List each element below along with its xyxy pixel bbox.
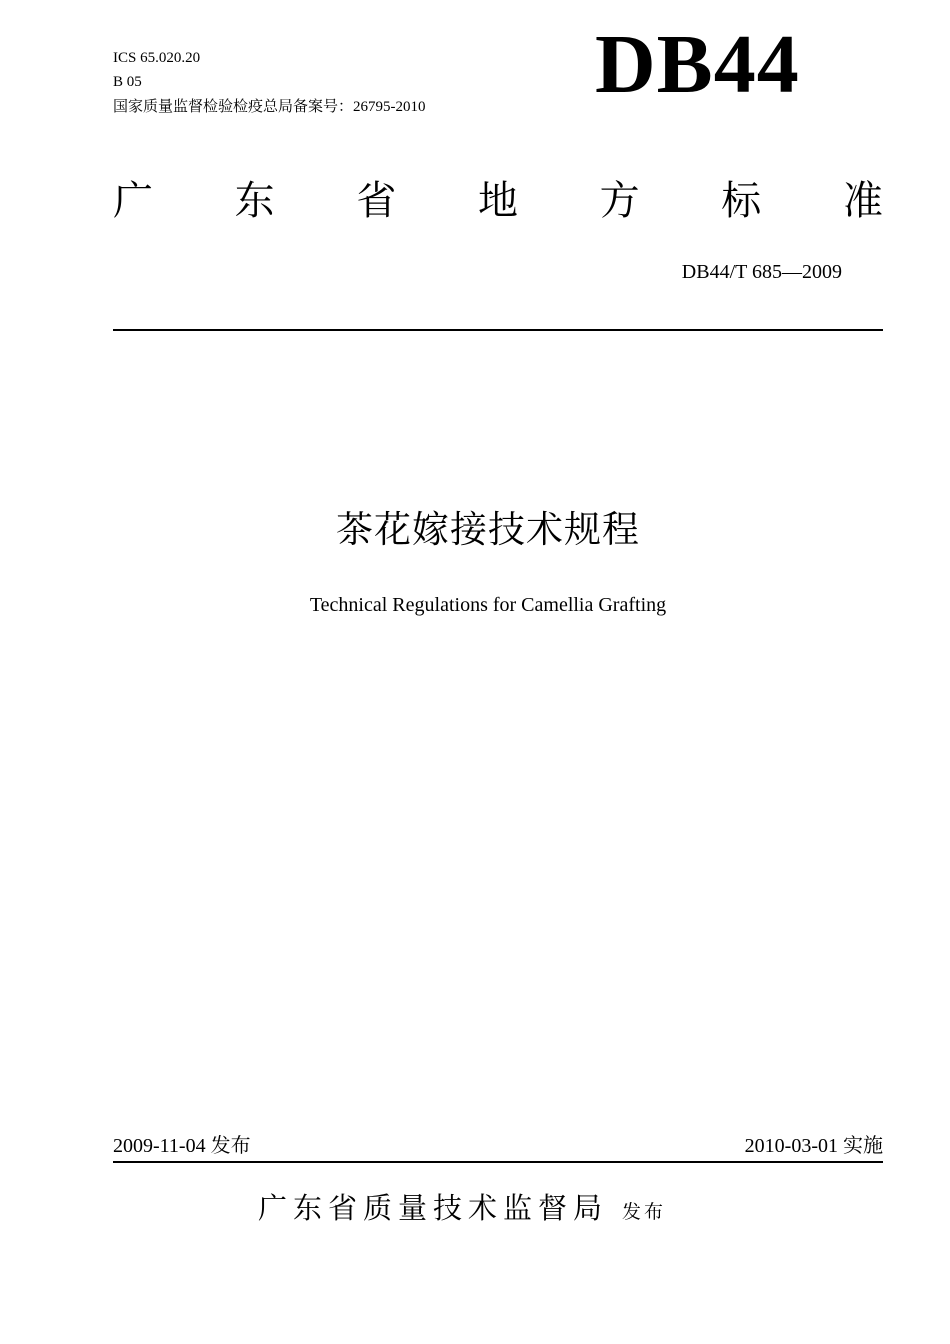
bottom-divider (113, 1161, 883, 1163)
document-title-chinese: 茶花嫁接技术规程 (336, 508, 640, 551)
filing-number: 国家质量监督检验检疫总局备案号：26795-2010 (113, 99, 426, 115)
publisher-suffix: 发布 (622, 1201, 667, 1223)
standard-type-char: 省 (356, 178, 397, 224)
standard-number: DB44/T 685—2009 (681, 261, 842, 283)
ccs-code: B 05 (113, 74, 142, 90)
publisher-name: 广东省质量技术监督局 (258, 1191, 609, 1225)
issue-date: 2009-11-04 发布 (113, 1135, 251, 1157)
standard-type-char: 方 (599, 178, 640, 224)
ics-code: ICS 65.020.20 (113, 50, 201, 66)
standard-type-char: 广 (113, 178, 153, 224)
document-title-english: Technical Regulations for Camellia Grafting (309, 594, 667, 616)
standard-type-char: 标 (721, 178, 762, 224)
publisher-line (258, 1188, 666, 1232)
standard-type-char: 准 (842, 178, 883, 224)
standard-type-heading (113, 176, 883, 226)
implementation-date: 2010-03-01 实施 (744, 1135, 883, 1157)
db44-logo: DB44 (595, 18, 800, 111)
top-divider (113, 329, 883, 331)
standard-type-char: 东 (234, 178, 275, 224)
standard-type-char: 地 (477, 178, 518, 224)
